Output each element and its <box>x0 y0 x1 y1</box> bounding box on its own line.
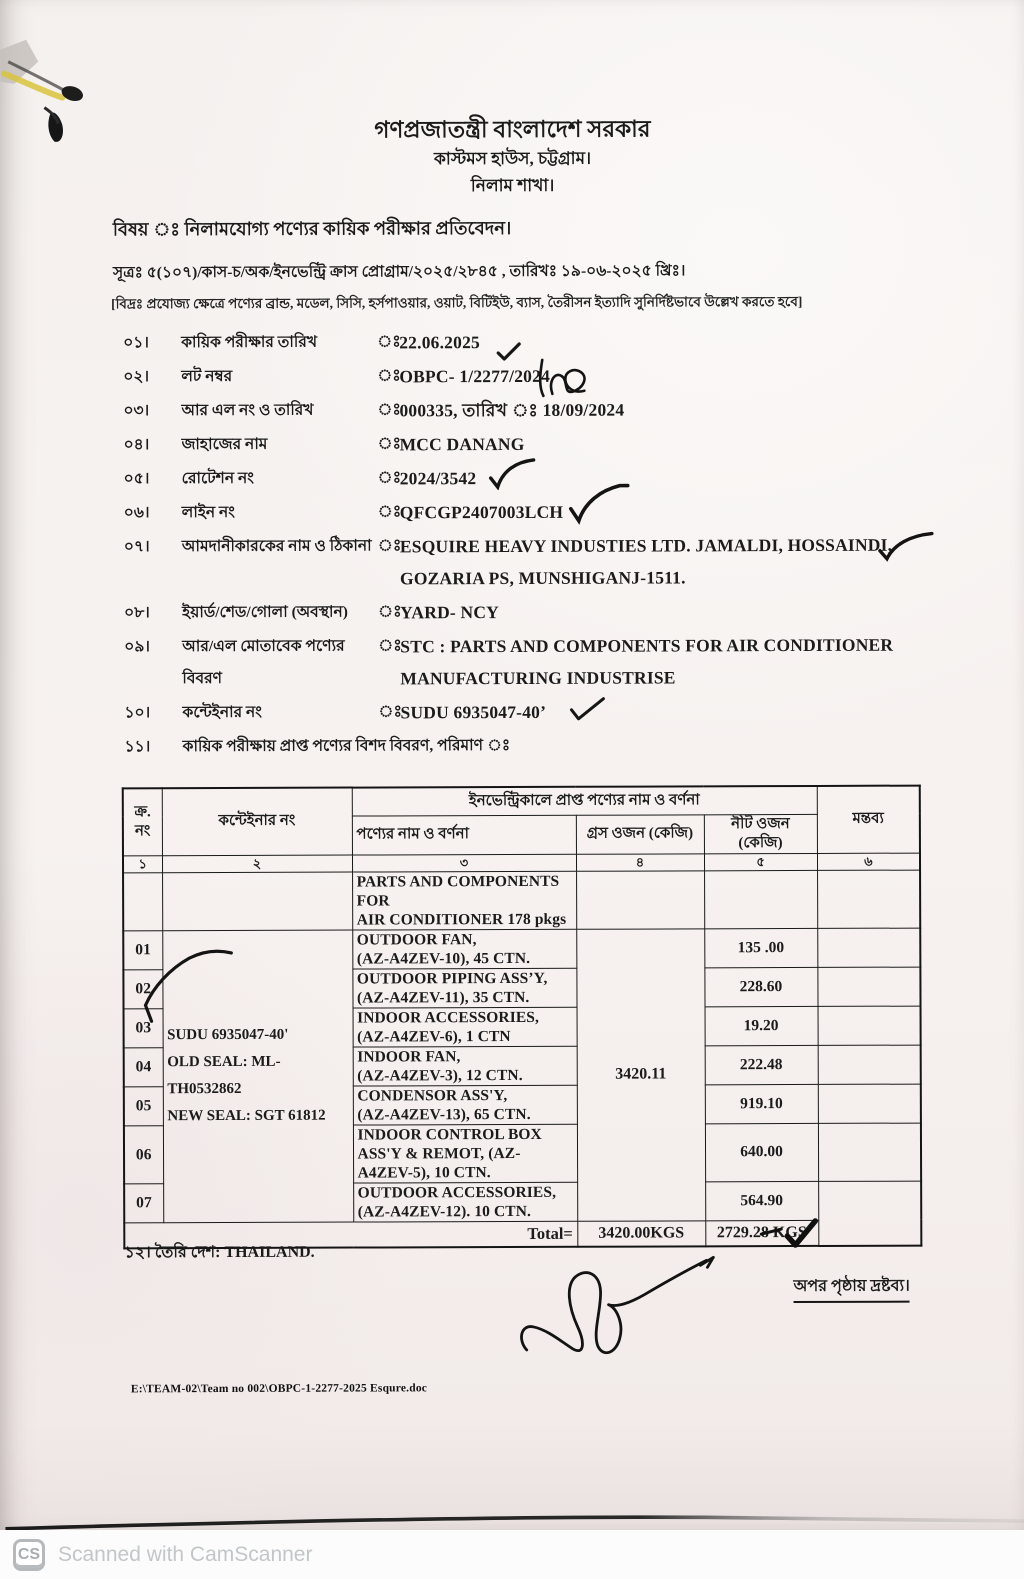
item-number: ১১। <box>124 738 151 756</box>
handwritten-checkmark <box>488 458 538 490</box>
remarks-cell <box>818 1084 921 1123</box>
description-cell: INDOOR FAN, (AZ-A4ZEV-3), 12 CTN. <box>353 1046 577 1086</box>
govt-title: গণপ্রজাতন্ত্রী বাংলাদেশ সরকার <box>374 116 651 143</box>
handwritten-checkmark <box>878 531 936 563</box>
col-index-3: ৩ <box>352 854 576 872</box>
item-value: YARD- NCY <box>400 602 500 623</box>
col-index-4: ৪ <box>576 853 704 870</box>
item-number: ০২। <box>123 368 150 386</box>
col-index-1: ১ <box>123 855 162 872</box>
gross-cell <box>576 870 704 928</box>
list-item-goods-description <box>124 629 934 696</box>
branch-name: নিলাম শাখা। <box>470 175 555 196</box>
serial-cell: 03 <box>124 1008 163 1047</box>
remarks-cell <box>818 1123 921 1181</box>
item-value: 22.06.2025 <box>399 332 480 353</box>
inspection-table-wrap <box>122 785 921 1250</box>
net-weight-cell: 222.48 <box>705 1045 818 1084</box>
camscanner-footer <box>0 1530 1024 1579</box>
handwritten-checkmark <box>569 697 607 723</box>
container-info-cell: SUDU 6935047-40' OLD SEAL: ML-TH0532862 NEW SEAL: SGT 61812 <box>162 930 353 1223</box>
col-header-net-weight: নীট ওজন (কেজি) <box>704 814 817 853</box>
intro-description-cell: PARTS AND COMPONENTS FOR AIR CONDITIONER 178 pkgs <box>352 871 576 930</box>
col-header-remarks: মন্তব্য <box>817 786 920 853</box>
item-label: কায়িক পরীক্ষার তারিখ <box>181 333 318 352</box>
total-net-cell: 2729.28 KGS <box>705 1220 818 1246</box>
list-item-lot-number <box>123 359 933 394</box>
item-number: ০৮। <box>124 604 150 622</box>
list-item-line-no <box>124 495 934 530</box>
subject-line: বিষয় ঃ নিলামযোগ্য পণ্যের কায়িক পরীক্ষার প্রতিবেদন। <box>112 218 512 240</box>
col-header-goods-name: পণ্যের নাম ও বর্ণনা <box>352 815 576 855</box>
net-weight-cell: 135 .00 <box>704 928 817 967</box>
remarks-cell <box>818 1181 921 1246</box>
colon: ঃ <box>378 703 403 721</box>
item-label: কায়িক পরীক্ষায় প্রাপ্ত পণ্যের বিশদ বিবরণ, পরিমাণ ঃ <box>182 737 511 756</box>
colon: ঃ <box>377 537 402 555</box>
description-cell: INDOOR ACCESSORIES, (AZ-A4ZEV-6), 1 CTN <box>353 1007 577 1047</box>
colon: ঃ <box>377 503 402 521</box>
note-line: [বিদ্রঃ প্রযোজ্য ক্ষেত্রে পণ্যের ব্রান্ড, মডেল, সিসি, হর্সপাওয়ার, ওয়াট, বিটিইউ, ব্যাস, তৈরীসন ইত্যাদি সুনির্দিষ্টভাবে উল্লেখ করতে হবে] <box>111 293 803 312</box>
handwritten-initials <box>534 358 606 410</box>
inspection-table <box>122 785 923 1250</box>
serial-cell <box>123 872 162 930</box>
see-next-page-note: অপর পৃষ্ঠায় দ্রষ্টব্য। <box>793 1273 909 1303</box>
list-item-physical-exam-date <box>123 325 933 360</box>
item-number: ০৭। <box>123 538 150 556</box>
description-cell: OUTDOOR ACCESSORIES, (AZ-A4ZEV-12). 10 CTN. <box>353 1182 577 1222</box>
item-label: জাহাজের নাম <box>181 435 268 454</box>
country-of-origin-line: ১২। তৈরি দেশ: THAILAND. <box>124 1243 315 1262</box>
item-label: রোটেশন নং <box>181 469 254 488</box>
item-value: ESQUIRE HEAVY INDUSTIES LTD. JAMALDI, HOSSAINDI, GOZARIA PS, MUNSHIGANJ-1511. <box>399 534 893 589</box>
item-label: লাইন নং <box>181 503 235 522</box>
handwritten-checkmark <box>139 945 239 1025</box>
net-weight-cell: 19.20 <box>705 1006 818 1045</box>
serial-cell: 02 <box>123 969 162 1008</box>
items-list <box>123 325 935 766</box>
item-value: QFCGP2407003LCH <box>399 501 564 523</box>
col-header-container: কন্টেইনার নং <box>162 788 352 856</box>
description-cell: INDOOR CONTROL BOX ASS'Y & REMOT, (AZ- A4ZEV-5), 10 CTN. <box>353 1124 577 1183</box>
remarks-cell <box>817 928 920 967</box>
net-weight-cell: 640.00 <box>705 1123 818 1181</box>
colon: ঃ <box>378 637 402 655</box>
col-index-6: ৬ <box>817 853 920 870</box>
item-number: ০৩। <box>123 402 150 420</box>
description-cell: OUTDOOR PIPING ASS’Y, (AZ-A4ZEV-11), 35 CTN. <box>352 968 576 1008</box>
letterhead <box>0 113 1024 201</box>
list-item-yard-shed <box>124 595 934 630</box>
net-weight-cell: 919.10 <box>705 1084 818 1123</box>
item-value: STC : PARTS AND COMPONENTS FOR AIR CONDITIONER MANUFACTURING INDUSTRISE <box>400 634 894 689</box>
item-label: আমদানীকারকের নাম ও ঠিকানা <box>181 537 372 556</box>
container-cell <box>162 872 352 931</box>
total-gross-cell: 3420.00KGS <box>577 1220 705 1246</box>
item-value: 2024/3542 <box>399 468 477 489</box>
col-header-inventory-span: ইনভেন্ট্রিকালে প্রাপ্ত পণ্যের নাম ও বর্ণনা <box>352 786 817 816</box>
item-number: ০৬। <box>123 504 150 522</box>
gross-weight-cell: 3420.11 <box>576 928 705 1220</box>
remarks-cell <box>818 1006 921 1045</box>
item-number: ০৯। <box>124 638 150 656</box>
net-weight-cell: 228.60 <box>704 967 817 1006</box>
signature <box>516 1251 728 1364</box>
item-number: ০১। <box>123 334 149 352</box>
list-item-importer <box>124 529 934 596</box>
item-value: SUDU 6935047-40’ <box>400 701 547 723</box>
col-index-5: ৫ <box>704 853 817 870</box>
office-name: কাস্টমস হাউস, চট্টগ্রাম। <box>433 148 592 169</box>
remarks-cell <box>817 967 920 1006</box>
list-item-rl-no-date <box>123 393 933 428</box>
remarks-cell <box>818 1045 921 1084</box>
colon: ঃ <box>377 469 402 487</box>
remarks-cell <box>817 870 920 928</box>
col-header-serial: ক্র. নং <box>123 788 162 855</box>
handwritten-checkmark <box>496 342 522 362</box>
item-label: কন্টেইনার নং <box>182 703 262 722</box>
serial-cell: 05 <box>124 1086 163 1125</box>
serial-cell: 06 <box>124 1125 163 1183</box>
reference-line: সূত্রঃ ৫(১০৭)/কাস-চ/অক/ইনভেন্ট্রি ক্রাস প্রোগ্রাম/২০২৫/২৮৪৫ , তারিখঃ ১৯-০৬-২০২৫ খ্রিঃ। <box>112 262 686 282</box>
list-item-vessel-name <box>123 427 933 462</box>
item-value: OBPC- 1/2277/2024 <box>399 365 551 387</box>
colon: ঃ <box>377 367 401 385</box>
colon: ঃ <box>377 401 401 419</box>
item-number: ১০। <box>124 704 151 722</box>
item-number: ০৪। <box>123 436 150 454</box>
colon: ঃ <box>377 333 401 351</box>
net-weight-cell: 564.90 <box>705 1181 818 1220</box>
serial-cell: 07 <box>124 1183 163 1222</box>
file-path-footer: E:\TEAM-02\Team no 002\OBPC-1-2277-2025 Esqure.doc <box>130 1382 428 1396</box>
item-label: লট নম্বর <box>181 367 233 386</box>
colon: ঃ <box>378 603 402 621</box>
description-cell: CONDENSOR ASS'Y, (AZ-A4ZEV-13), 65 CTN. <box>353 1085 577 1125</box>
colon: ঃ <box>377 435 402 453</box>
col-index-2: ২ <box>162 855 352 873</box>
serial-cell: 01 <box>123 930 162 969</box>
serial-cell: 04 <box>124 1047 163 1086</box>
item-label: আর/এল মোতাবেক পণ্যের বিবরণ <box>182 637 345 688</box>
item-number: ০৫। <box>123 470 150 488</box>
item-label: ইয়ার্ড/শেড/গোলা (অবস্থান) <box>182 603 348 622</box>
camscanner-logo-icon: CS <box>13 1539 45 1571</box>
col-header-gross-weight: গ্রস ওজন (কেজি) <box>576 814 704 853</box>
item-label: আর এল নং ও তারিখ <box>181 401 314 420</box>
handwritten-checkmark <box>568 483 632 525</box>
description-cell: OUTDOOR FAN, (AZ-A4ZEV-10), 45 CTN. <box>352 929 576 969</box>
item-value: MCC DANANG <box>399 433 525 455</box>
total-label-cell: Total= <box>124 1221 577 1249</box>
handwritten-checkmark <box>759 1217 819 1249</box>
item-value: 000335, তারিখ ঃ 18/09/2024 <box>399 399 625 421</box>
camscanner-watermark-text: Scanned with CamScanner <box>58 1542 313 1566</box>
net-cell <box>704 870 817 928</box>
list-item-container-no <box>124 695 934 730</box>
list-item-detail-heading <box>125 729 935 764</box>
